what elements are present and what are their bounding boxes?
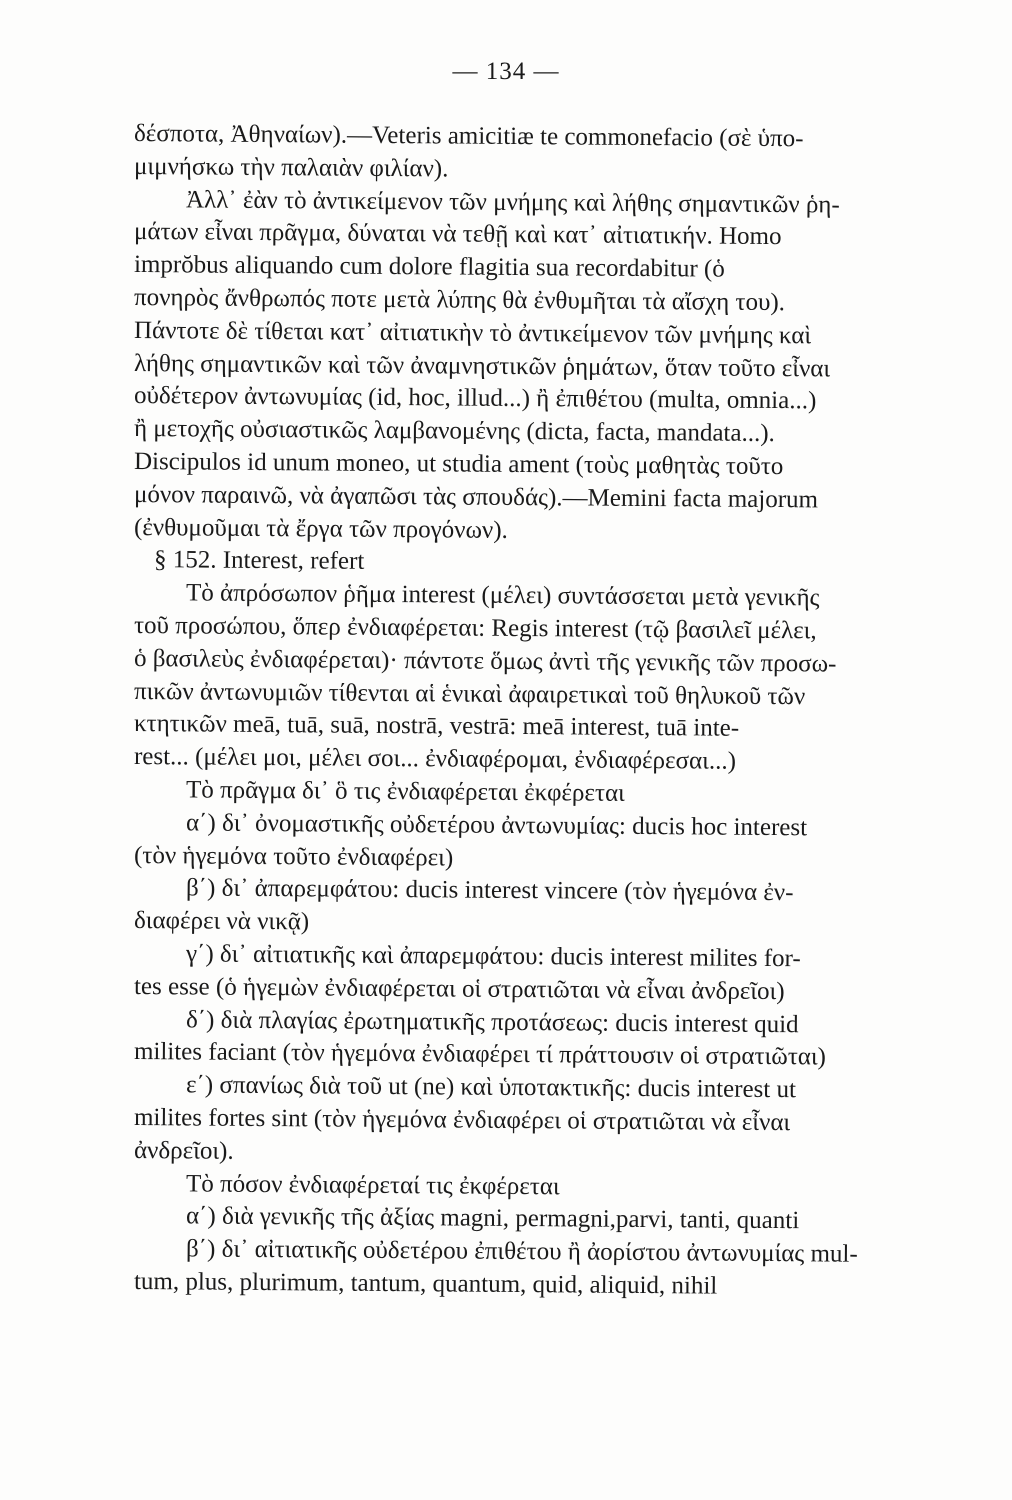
text-line: ἢ μετοχῆς οὐσιαστικῶς λαμβανομένης (dicta, facta, mandata...). <box>133 415 775 448</box>
text-line: Τὸ πόσον ἐνδιαφέρεταί τις ἐκφέρεται <box>185 1169 560 1200</box>
text-line: milites fortes sint (τὸν ἡγεμόνα ἐνδιαφέρει οἱ στρατιῶται νὰ εἶναι <box>133 1103 791 1137</box>
text-line: γ΄) δι᾽ αἰτιατικῆς καὶ ἀπαρεμφάτου: ducis interest milites for- <box>185 940 801 973</box>
text-line: ἀνδρεῖοι). <box>133 1136 234 1165</box>
text-line: κτητικῶν meā, tuā, suā, nostrā, vestrā: meā interest, tuā inte- <box>133 710 740 743</box>
text-line: Πάντοτε δὲ τίθεται κατ᾽ αἰτιατικὴν τὸ ἀντικείμενον τῶν μνήμης καὶ <box>133 316 812 350</box>
text-line: Ἀλλ᾽ ἐὰν τὸ ἀντικείμενον τῶν μνήμης καὶ λήθης σημαντικῶν ῥη- <box>185 186 840 219</box>
text-line: α΄) δι᾽ ὀνομαστικῆς οὐδετέρου ἀντωνυμίας: ducis hoc interest <box>185 809 808 842</box>
text-line: Τὸ πρᾶγμα δι᾽ ὃ τις ἐνδιαφέρεται ἐκφέρεται <box>185 776 625 807</box>
text-line: τοῦ προσώπου, ὅπερ ἐνδιαφέρεται: Regis interest (τῷ βασιλεῖ μέλει, <box>133 611 817 645</box>
text-line: Discipulos id unum moneo, ut studia ament (τοὺς μαθητὰς τοῦτο <box>133 447 784 481</box>
text-line: μόνον παραινῶ, νὰ ἀγαπῶσι τὰς σπουδάς).—Memini facta majorum <box>133 480 819 514</box>
text-line: β΄) δι᾽ αἰτιατικῆς οὐδετέρου ἐπιθέτου ἢ ἀορίστου ἀντωνυμίας mul- <box>185 1235 858 1268</box>
text-line: διαφέρει νὰ νικᾷ) <box>133 907 310 936</box>
body-text <box>134 118 966 1299</box>
text-line: § 152. Interest, refert <box>153 546 365 576</box>
page-number: — 134 — <box>452 58 560 85</box>
text-line: δέσποτα, Ἀθηναίων).—Veteris amicitiæ te commonefacio (σὲ ὑπο- <box>133 120 804 153</box>
text-line: πονηρὸς ἄνθρωπός ποτε μετὰ λύπης θὰ ἐνθυμῆται τὰ αἴσχη του). <box>133 283 786 317</box>
text-line: rest... (μέλει μοι, μέλει σοι... ἐνδιαφέρομαι, ἐνδιαφέρεσαι...) <box>133 743 737 775</box>
text-line: μιμνήσκω τὴν παλαιὰν φιλίαν). <box>133 152 449 183</box>
text-line: μάτων εἶναι πρᾶγμα, δύναται νὰ τεθῇ καὶ κατ᾽ αἰτιατικήν. Homo <box>133 218 782 251</box>
text-line: λήθης σημαντικῶν καὶ τῶν ἀναμνηστικῶν ῥημάτων, ὅταν τοῦτο εἶναι <box>133 349 831 383</box>
text-line: tum, plus, plurimum, tantum, quantum, quid, aliquid, nihil <box>133 1267 718 1300</box>
text-line: ε΄) σπανίως διὰ τοῦ ut (ne) καὶ ὑποτακτικῆς: ducis interest ut <box>185 1071 797 1104</box>
text-line: tes esse (ὁ ἡγεμὼν ἐνδιαφέρεται οἱ στρατιῶται νὰ εἶναι ἀνδρεῖοι) <box>133 972 785 1005</box>
text-line: α΄) διὰ γενικῆς τῆς ἀξίας magni, permagni,parvi, tanti, quanti <box>185 1202 800 1235</box>
text-line: β΄) δι᾽ ἀπαρεμφάτου: ducis interest vincere (τὸν ἡγεμόνα ἐν- <box>185 874 794 907</box>
text-line: (ἐνθυμοῦμαι τὰ ἔργα τῶν προγόνων). <box>133 513 508 544</box>
text-line: οὐδέτερον ἀντωνυμίας (id, hoc, illud...) ἢ ἐπιθέτου (multa, omnia...) <box>133 382 817 415</box>
text-line: ὁ βασιλεὺς ἐνδιαφέρεται)· πάντοτε ὅμως ἀντὶ τῆς γενικῆς τῶν προσω- <box>133 644 837 678</box>
text-line: imprŏbus aliquando cum dolore flagitia sua recordabitur (ὁ <box>133 251 725 283</box>
text-line: milites faciant (τὸν ἡγεμόνα ἐνδιαφέρει τί πράττουσιν οἱ στρατιῶται) <box>133 1038 827 1071</box>
text-line: πικῶν ἀντωνυμιῶν τίθενται αἱ ἑνικαὶ ἀφαιρετικαὶ τοῦ θηλυκοῦ τῶν <box>133 677 806 710</box>
text-line: (τὸν ἡγεμόνα τοῦτο ἐνδιαφέρει) <box>133 841 454 872</box>
text-line: Τὸ ἀπρόσωπον ῥῆμα interest (μέλει) συντάσσεται μετὰ γενικῆς <box>185 579 820 612</box>
text-line: δ΄) διὰ πλαγίας ἐρωτηματικῆς προτάσεως: ducis interest quid <box>185 1005 799 1038</box>
